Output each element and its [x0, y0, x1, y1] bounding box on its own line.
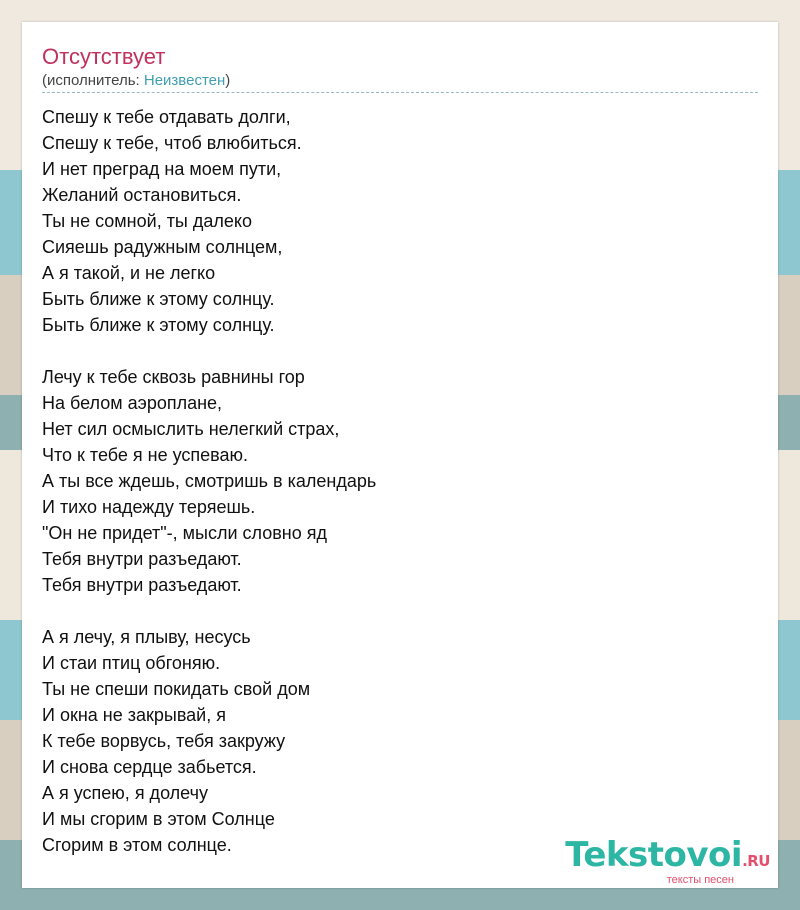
lyric-line: Лечу к тебе сквозь равнины гор	[42, 367, 305, 387]
lyric-line: Спешу к тебе, чтоб влюбиться.	[42, 133, 302, 153]
lyric-line: И нет преград на моем пути,	[42, 159, 282, 179]
lyric-line: А я успею, я долечу	[42, 783, 208, 803]
verse	[42, 624, 742, 858]
lyric-line: И стаи птиц обгоняю.	[42, 653, 221, 673]
lyrics-card	[22, 22, 778, 888]
site-logo[interactable]	[565, 836, 770, 886]
lyric-line: Тебя внутри разъедают.	[42, 549, 242, 569]
logo-name: Tekstovoi	[565, 835, 743, 875]
artist-suffix: )	[225, 72, 231, 89]
lyric-line: Сияешь радужным солнцем,	[42, 237, 283, 257]
lyric-line: И снова сердце забьется.	[42, 757, 257, 777]
artist-link[interactable]: Неизвестен	[143, 72, 226, 89]
lyric-line: К тебе ворвусь, тебя закружу	[42, 731, 286, 751]
lyric-line: Что к тебе я не успеваю.	[42, 445, 249, 465]
lyric-line: Быть ближе к этому солнцу.	[42, 315, 275, 335]
lyric-line: Желаний остановиться.	[42, 185, 242, 205]
verse	[42, 364, 742, 598]
lyric-line: И окна не закрывай, я	[42, 705, 226, 725]
lyric-line: А ты все ждешь, смотришь в календарь	[42, 471, 377, 491]
divider	[42, 92, 758, 93]
lyric-line: Тебя внутри разъедают.	[42, 575, 242, 595]
artist-line	[42, 72, 230, 90]
lyric-line: И тихо надежду теряешь.	[42, 497, 256, 517]
song-title: Отсутствует	[42, 44, 166, 69]
lyric-line: А я лечу, я плыву, несусь	[42, 627, 251, 647]
lyrics-text	[42, 104, 742, 884]
lyric-line: Нет сил осмыслить нелегкий страх,	[42, 419, 340, 439]
lyric-line: Быть ближе к этому солнцу.	[42, 289, 275, 309]
lyric-line: "Он не придет"-, мысли словно яд	[42, 523, 327, 543]
lyric-line: И мы сгорим в этом Солнце	[42, 809, 275, 829]
logo-tld: .RU	[742, 852, 770, 870]
lyric-line: Спешу к тебе отдавать долги,	[42, 107, 291, 127]
lyric-line: Ты не сомной, ты далеко	[42, 211, 252, 231]
lyric-line: А я такой, и не легко	[42, 263, 216, 283]
lyric-line: Сгорим в этом солнце.	[42, 835, 232, 855]
artist-prefix: (исполнитель:	[42, 72, 144, 89]
verse	[42, 104, 742, 338]
lyric-line: На белом аэроплане,	[42, 393, 223, 413]
logo-tagline: тексты песен	[666, 874, 734, 886]
lyric-line: Ты не спеши покидать свой дом	[42, 679, 311, 699]
